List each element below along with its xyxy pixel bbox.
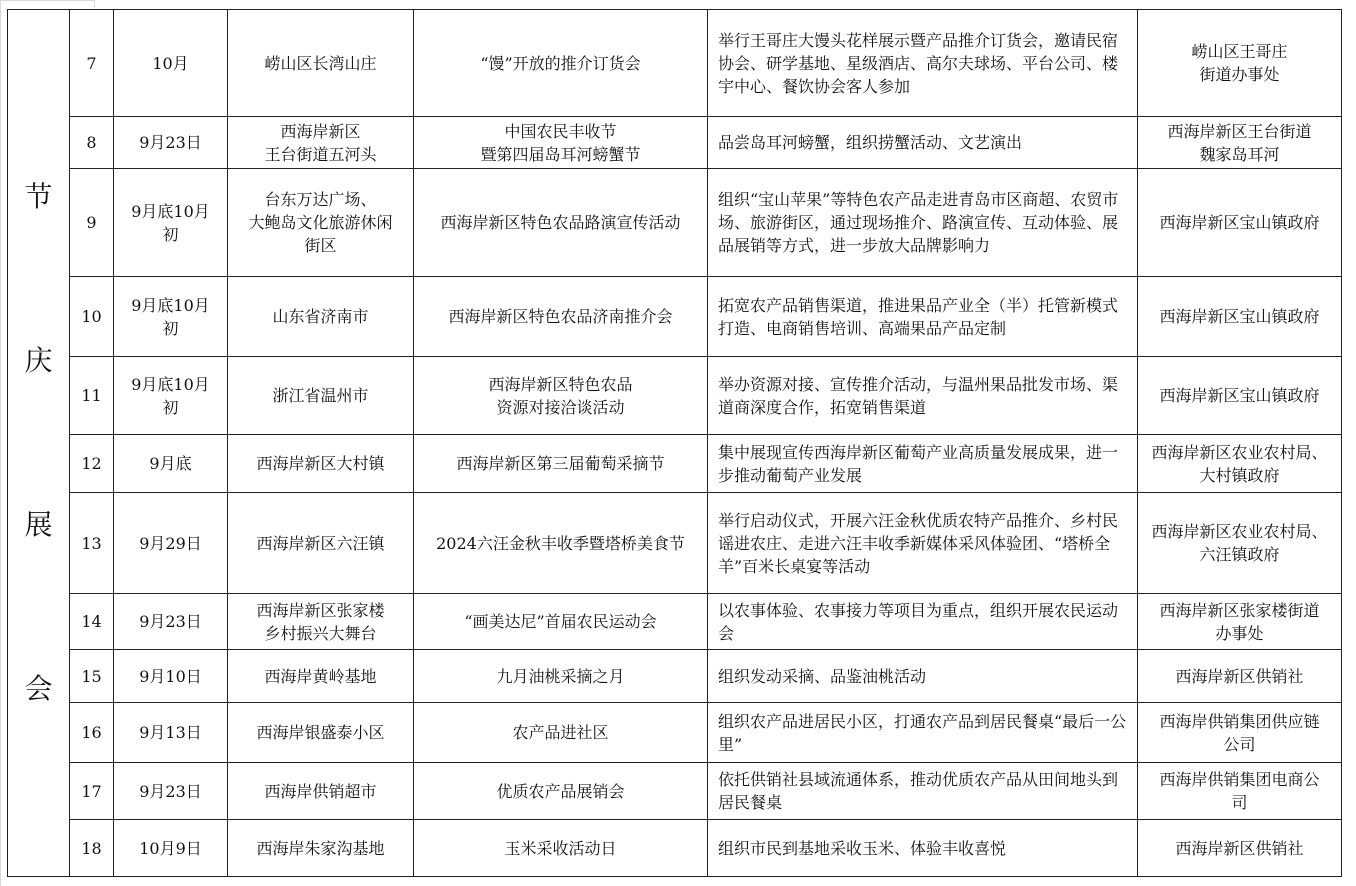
row-date: 9月底10月 初 bbox=[114, 169, 228, 277]
row-date: 9月底 bbox=[114, 435, 228, 493]
row-number: 14 bbox=[70, 594, 114, 650]
row-number: 7 bbox=[70, 10, 114, 117]
row-date: 9月23日 bbox=[114, 594, 228, 650]
row-place: 西海岸新区 王台街道五河头 bbox=[228, 117, 414, 169]
table-row bbox=[8, 650, 1342, 703]
row-event-name: 西海岸新区特色农品路演宣传活动 bbox=[414, 169, 708, 277]
row-event-name: 九月油桃采摘之月 bbox=[414, 650, 708, 703]
row-date: 9月10日 bbox=[114, 650, 228, 703]
row-event-name: 玉米采收活动日 bbox=[414, 820, 708, 877]
row-event-name: 2024六汪金秋丰收季暨塔桥美食节 bbox=[414, 493, 708, 594]
row-content: 拓宽农产品销售渠道，推进果品产业全（半）托管新模式打造、电商销售培训、高端果品产品定制 bbox=[708, 277, 1138, 357]
row-organizer: 西海岸新区供销社 bbox=[1138, 820, 1342, 877]
row-event-name: 西海岸新区特色农品济南推介会 bbox=[414, 277, 708, 357]
category-char: 节 bbox=[24, 180, 53, 213]
row-number: 16 bbox=[70, 703, 114, 763]
table-row bbox=[8, 820, 1342, 877]
row-number: 15 bbox=[70, 650, 114, 703]
row-event-name: 西海岸新区特色农品 资源对接洽谈活动 bbox=[414, 357, 708, 435]
page-margin-tick bbox=[94, 0, 95, 8]
page-margin-line-top bbox=[0, 0, 95, 1]
row-event-name: 中国农民丰收节 暨第四届岛耳河螃蟹节 bbox=[414, 117, 708, 169]
row-date: 9月底10月 初 bbox=[114, 357, 228, 435]
row-content: 组织“宝山苹果”等特色农产品走进青岛市区商超、农贸市场、旅游街区，通过现场推介、路演宣传、互动体验、展品展销等方式，进一步放大品牌影响力 bbox=[708, 169, 1138, 277]
table-row bbox=[8, 703, 1342, 763]
row-place: 西海岸新区六汪镇 bbox=[228, 493, 414, 594]
table-row bbox=[8, 10, 1342, 117]
table-row bbox=[8, 594, 1342, 650]
row-place: 崂山区长湾山庄 bbox=[228, 10, 414, 117]
row-content: 品尝岛耳河螃蟹，组织捞蟹活动、文艺演出 bbox=[708, 117, 1138, 169]
row-content: 组织发动采摘、品鉴油桃活动 bbox=[708, 650, 1138, 703]
category-char: 庆 bbox=[24, 344, 53, 377]
row-number: 11 bbox=[70, 357, 114, 435]
row-organizer: 西海岸新区宝山镇政府 bbox=[1138, 357, 1342, 435]
row-event-name: 西海岸新区第三届葡萄采摘节 bbox=[414, 435, 708, 493]
row-organizer: 西海岸新区王台街道 魏家岛耳河 bbox=[1138, 117, 1342, 169]
row-content: 举行启动仪式，开展六汪金秋优质农特产品推介、乡村民谣进农庄、走进六汪丰收季新媒体采风体验团、“塔桥全羊”百米长桌宴等活动 bbox=[708, 493, 1138, 594]
row-organizer: 西海岸供销集团供应链 公司 bbox=[1138, 703, 1342, 763]
row-content: 组织市民到基地采收玉米、体验丰收喜悦 bbox=[708, 820, 1138, 877]
row-content: 依托供销社县域流通体系，推动优质农产品从田间地头到居民餐桌 bbox=[708, 763, 1138, 820]
row-content: 组织农产品进居民小区，打通农产品到居民餐桌“最后一公里” bbox=[708, 703, 1138, 763]
row-event-name: 农产品进社区 bbox=[414, 703, 708, 763]
row-organizer: 西海岸新区供销社 bbox=[1138, 650, 1342, 703]
row-number: 18 bbox=[70, 820, 114, 877]
row-content: 举办资源对接、宣传推介活动，与温州果品批发市场、渠道商深度合作，拓宽销售渠道 bbox=[708, 357, 1138, 435]
row-date: 10月9日 bbox=[114, 820, 228, 877]
row-organizer: 西海岸新区宝山镇政府 bbox=[1138, 169, 1342, 277]
row-place: 西海岸新区大村镇 bbox=[228, 435, 414, 493]
row-place: 山东省济南市 bbox=[228, 277, 414, 357]
row-event-name: 优质农产品展销会 bbox=[414, 763, 708, 820]
row-event-name: “画美达尼”首届农民运动会 bbox=[414, 594, 708, 650]
row-place: 西海岸黄岭基地 bbox=[228, 650, 414, 703]
row-date: 10月 bbox=[114, 10, 228, 117]
row-organizer: 西海岸新区农业农村局、 六汪镇政府 bbox=[1138, 493, 1342, 594]
row-date: 9月29日 bbox=[114, 493, 228, 594]
table-row bbox=[8, 277, 1342, 357]
row-organizer: 西海岸新区张家楼街道 办事处 bbox=[1138, 594, 1342, 650]
row-place: 西海岸银盛泰小区 bbox=[228, 703, 414, 763]
table-row bbox=[8, 169, 1342, 277]
row-number: 10 bbox=[70, 277, 114, 357]
category-cell bbox=[8, 10, 70, 877]
row-date: 9月23日 bbox=[114, 117, 228, 169]
row-date: 9月13日 bbox=[114, 703, 228, 763]
row-organizer: 西海岸新区农业农村局、 大村镇政府 bbox=[1138, 435, 1342, 493]
row-place: 西海岸新区张家楼 乡村振兴大舞台 bbox=[228, 594, 414, 650]
row-number: 17 bbox=[70, 763, 114, 820]
row-number: 12 bbox=[70, 435, 114, 493]
row-place: 浙江省温州市 bbox=[228, 357, 414, 435]
category-char: 展 bbox=[24, 508, 53, 541]
row-place: 西海岸供销超市 bbox=[228, 763, 414, 820]
row-date: 9月23日 bbox=[114, 763, 228, 820]
table-row bbox=[8, 435, 1342, 493]
table-row bbox=[8, 117, 1342, 169]
row-content: 集中展现宣传西海岸新区葡萄产业高质量发展成果，进一步推动葡萄产业发展 bbox=[708, 435, 1138, 493]
row-organizer: 西海岸供销集团电商公 司 bbox=[1138, 763, 1342, 820]
row-number: 8 bbox=[70, 117, 114, 169]
row-number: 13 bbox=[70, 493, 114, 594]
row-event-name: “馒”开放的推介订货会 bbox=[414, 10, 708, 117]
row-place: 西海岸朱家沟基地 bbox=[228, 820, 414, 877]
row-number: 9 bbox=[70, 169, 114, 277]
page-margin-line-left bbox=[0, 0, 1, 886]
table-row bbox=[8, 357, 1342, 435]
category-char: 会 bbox=[24, 672, 53, 705]
row-place: 台东万达广场、 大鲍岛文化旅游休闲 街区 bbox=[228, 169, 414, 277]
events-table bbox=[7, 9, 1342, 877]
row-organizer: 崂山区王哥庄 街道办事处 bbox=[1138, 10, 1342, 117]
row-content: 以农事体验、农事接力等项目为重点，组织开展农民运动会 bbox=[708, 594, 1138, 650]
row-content: 举行王哥庄大馒头花样展示暨产品推介订货会，邀请民宿协会、研学基地、星级酒店、高尔夫球场、平台公司、楼宇中心、餐饮协会客人参加 bbox=[708, 10, 1138, 117]
table-row bbox=[8, 493, 1342, 594]
row-organizer: 西海岸新区宝山镇政府 bbox=[1138, 277, 1342, 357]
row-date: 9月底10月 初 bbox=[114, 277, 228, 357]
table-row bbox=[8, 763, 1342, 820]
